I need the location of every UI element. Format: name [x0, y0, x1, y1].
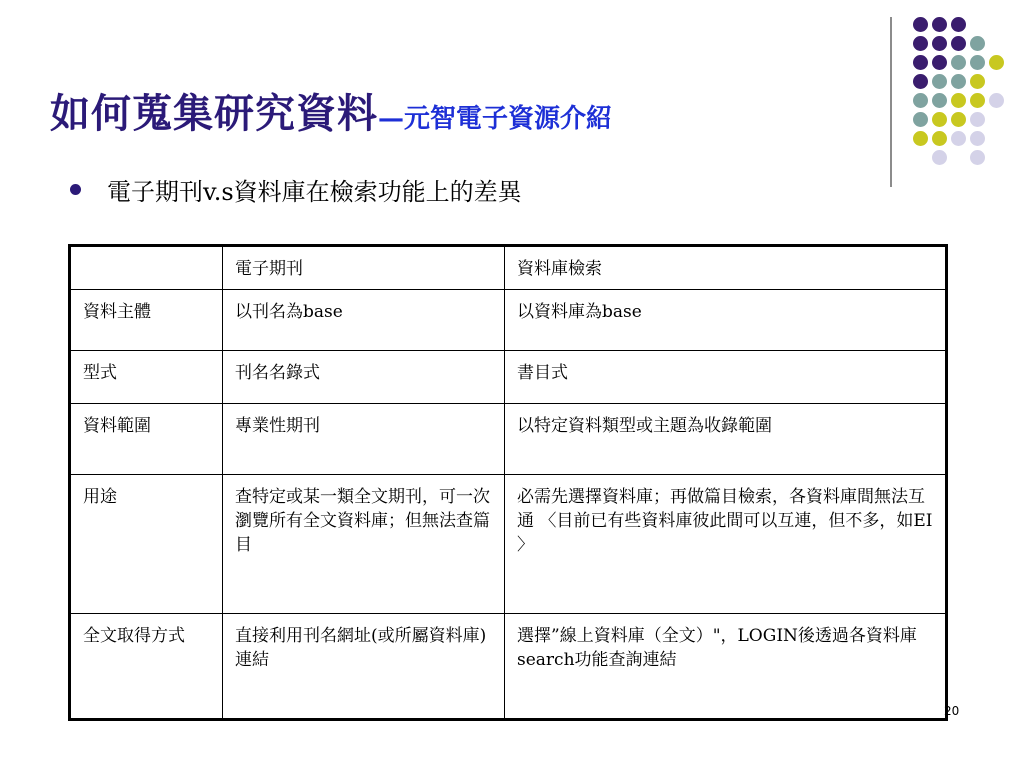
table-header-cell: 資料庫檢索	[505, 246, 947, 290]
dot	[970, 112, 985, 127]
dot	[913, 17, 928, 32]
table-cell: 查特定或某一類全文期刊，可一次瀏覽所有全文資料庫；但無法查篇目	[223, 475, 505, 614]
table-cell: 必需先選擇資料庫；再做篇目檢索，各資料庫間無法互通 〈目前已有些資料庫彼此間可以互連，但不多，如EI 〉	[505, 475, 947, 614]
dot	[951, 55, 966, 70]
table-row	[70, 475, 947, 614]
dot	[932, 17, 947, 32]
table-cell: 資料範圍	[70, 404, 223, 475]
dot	[913, 36, 928, 51]
dot	[932, 74, 947, 89]
page-number: 20	[944, 704, 960, 718]
table-cell: 以刊名為base	[223, 290, 505, 351]
dot	[989, 93, 1004, 108]
table-cell: 書目式	[505, 351, 947, 404]
table-cell: 刊名名錄式	[223, 351, 505, 404]
table-cell: 型式	[70, 351, 223, 404]
table-cell: 用途	[70, 475, 223, 614]
table-row	[70, 351, 947, 404]
table-cell: 全文取得方式	[70, 614, 223, 720]
dot	[989, 55, 1004, 70]
table-cell: 選擇”線上資料庫（全文）"，LOGIN後透過各資料庫search功能查詢連結	[505, 614, 947, 720]
dot	[951, 74, 966, 89]
table-row	[70, 404, 947, 475]
table-header-cell	[70, 246, 223, 290]
title-main: 如何蒐集研究資料	[50, 90, 378, 137]
table-cell: 資料主體	[70, 290, 223, 351]
divider-line	[890, 17, 892, 187]
dot	[913, 74, 928, 89]
table-cell: 以特定資料類型或主題為收錄範圍	[505, 404, 947, 475]
dot	[951, 17, 966, 32]
page-title	[50, 82, 612, 139]
dot	[932, 150, 947, 165]
dot	[913, 131, 928, 146]
dot	[970, 93, 985, 108]
table-row	[70, 290, 947, 351]
dot	[932, 131, 947, 146]
bullet-dot-icon	[70, 184, 81, 195]
bullet-text: 電子期刊v.s資料庫在檢索功能上的差異	[107, 178, 522, 206]
dot	[932, 36, 947, 51]
dot	[932, 93, 947, 108]
dot	[970, 131, 985, 146]
dot	[951, 36, 966, 51]
table-cell: 專業性期刊	[223, 404, 505, 475]
dot	[913, 55, 928, 70]
dot	[951, 112, 966, 127]
dot	[913, 93, 928, 108]
dot	[970, 55, 985, 70]
dot	[970, 150, 985, 165]
dot	[951, 93, 966, 108]
table-cell: 直接利用刊名網址(或所屬資料庫)連結	[223, 614, 505, 720]
dot	[951, 131, 966, 146]
dot	[932, 55, 947, 70]
table-row	[70, 614, 947, 720]
table-cell: 以資料庫為base	[505, 290, 947, 351]
table-header-row	[70, 246, 947, 290]
dot	[932, 112, 947, 127]
dot	[970, 74, 985, 89]
comparison-table	[68, 244, 948, 721]
bullet-item	[70, 172, 522, 207]
title-subtitle: —元智電子資源介紹	[378, 104, 613, 134]
dot	[970, 36, 985, 51]
table-header-cell: 電子期刊	[223, 246, 505, 290]
dot	[913, 112, 928, 127]
